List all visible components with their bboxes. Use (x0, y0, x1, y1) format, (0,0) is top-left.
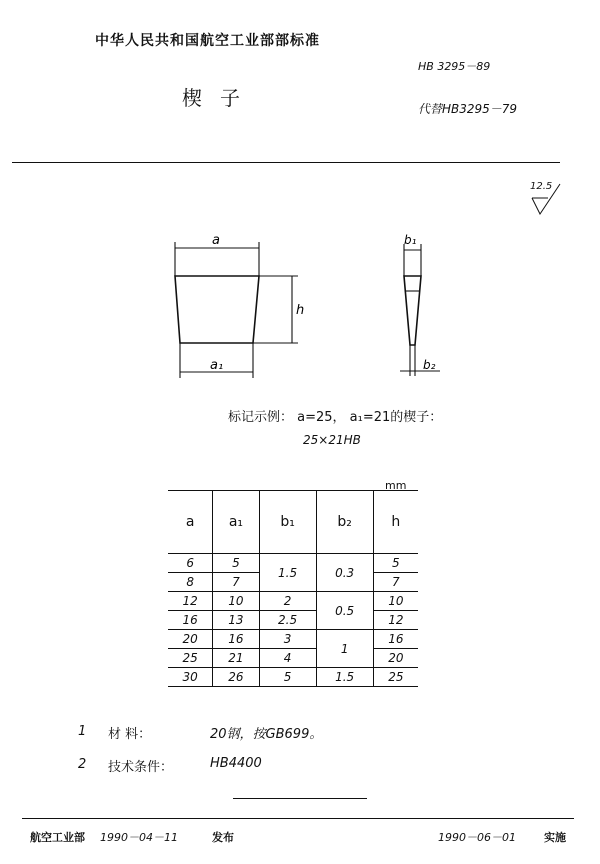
roughness-value: 12.5 (530, 181, 553, 192)
roughness-symbol-icon (530, 182, 570, 218)
table-row: 25 21 4 20 (168, 649, 418, 668)
footer-effective: 实施 (544, 831, 566, 844)
table-row: 6 5 1.5 0.3 5 (168, 554, 418, 573)
note-1-value: 20钢，按GB699。 (210, 727, 323, 742)
header-h: h (373, 491, 418, 554)
footer-issue-date: 1990－04－11 (100, 831, 178, 844)
header-a1: a₁ (213, 491, 259, 554)
part-name: 楔子 (182, 86, 258, 110)
table-row: 20 16 3 1 16 (168, 630, 418, 649)
label-b1: b₁ (404, 233, 417, 247)
footer-issued: 发布 (212, 831, 234, 844)
footer-effective-date: 1990－06－01 (438, 831, 516, 844)
table-row: 16 13 2.5 12 (168, 611, 418, 630)
label-h: h (296, 303, 305, 318)
end-rule (233, 798, 367, 799)
wedge-drawing (160, 228, 460, 388)
note-2-label: 技术条件： (108, 760, 174, 775)
note-1-label: 材 料： (108, 727, 152, 742)
standard-title: 中华人民共和国航空工业部部标准 (95, 33, 320, 49)
wedge-front-outline (175, 276, 259, 343)
footer-issuer: 航空工业部 (30, 831, 85, 844)
note-2-value: HB4400 (210, 756, 262, 771)
footer-rule (22, 818, 574, 819)
standard-code: HB 3295－89 (418, 60, 491, 73)
note-1-number: 1 (78, 724, 87, 739)
table-row: 12 10 2 0.5 10 (168, 592, 418, 611)
header-a: a (168, 491, 213, 554)
table-header-row (168, 491, 418, 554)
dimension-table (168, 490, 418, 687)
header-b1: b₁ (259, 491, 316, 554)
table-row: 30 26 5 1.5 25 (168, 668, 418, 687)
note-2-number: 2 (78, 757, 87, 772)
header-b2: b₂ (316, 491, 373, 554)
replaces-standard: 代替HB3295－79 (418, 102, 518, 116)
label-a1: a₁ (210, 358, 224, 373)
label-b2: b₂ (423, 358, 436, 372)
wedge-side-outline (404, 276, 421, 345)
marking-example-code: 25×21HB (303, 433, 361, 447)
header-rule (12, 162, 560, 163)
table-row: 8 7 7 (168, 573, 418, 592)
marking-example: 标记示例： a=25， a₁=21的楔子： (228, 410, 443, 425)
label-a: a (212, 233, 220, 248)
table-unit: mm (385, 479, 407, 492)
